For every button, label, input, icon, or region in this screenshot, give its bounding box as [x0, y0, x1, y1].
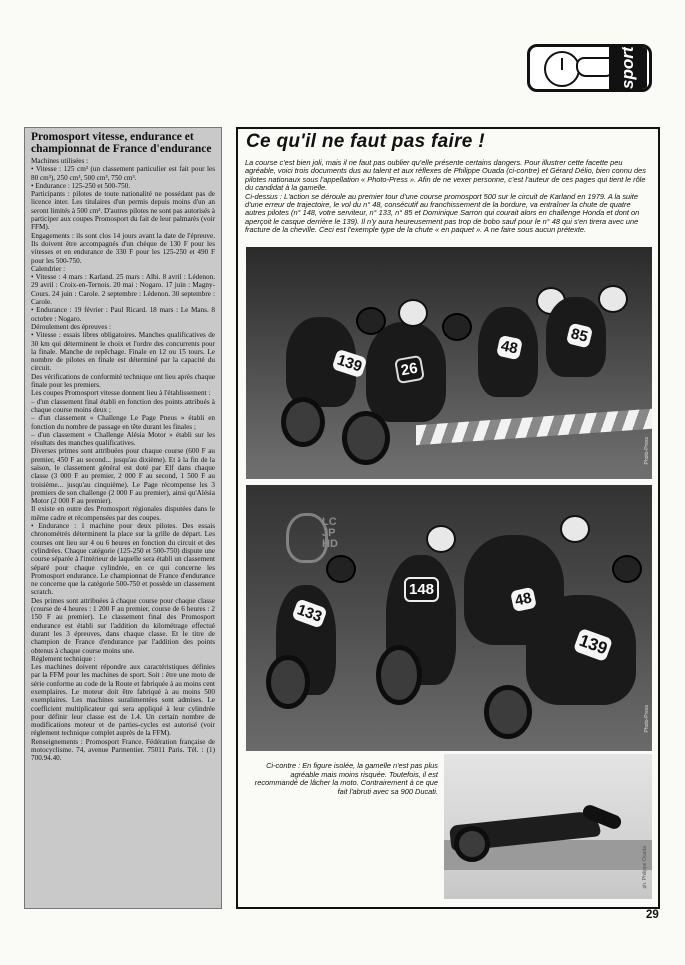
rider-helmet — [326, 555, 356, 583]
photo-credit: ph. Philippe Ouada — [642, 846, 648, 889]
intro-paragraph: La course c'est bien joli, mais il ne faut pas oublier qu'elle présente certains dangers. Pour illustrer cette facette peu agréable, voici trois documents dus au talent et aux réflexes de Philippe Ouada (ci-contre) et Gérard Délio, bien connu des pilotes nationaux sous l'appellation « Photo-Press ». Afin de ne vexer personne, c'est l'auteur de ces pages qui tient le rôle du candidat à la gamelle. — [245, 158, 646, 193]
rider-helmet — [612, 555, 642, 583]
motorbike-wheel — [484, 685, 532, 739]
race-number: 139 — [332, 349, 368, 379]
rider-helmet — [442, 313, 472, 341]
intro-paragraph: Ci-dessus : L'action se déroule au premier tour d'une course promosport 500 sur le circuit de Karland en 1979. A la suite d'une erreur de trajectoire, le vol du n° 48, consécutif au franchissement de la bordure, va entraîner la chute de quatre autres pilotes (n° 148, votre serviteur, n° 133, n° 85 et Dominique Sarron qui courait alors en challenge Honda et dont on aperçoit le casque derrière le 139). Il n'y aura heureusement pas trop de bobo sauf pour le n° 48 qui s'en tirera avec une fracture de la cheville. Ceci est l'exemple type de la chute « en paquet ». A ne faire sous aucun prétexte. — [245, 191, 640, 235]
motorbike-wheel — [342, 411, 390, 465]
promosport-sidebar — [24, 127, 222, 909]
sidebar-paragraph: • Vitesse : 4 mars : Karland. 25 mars : Albi. 8 avril : Lédenon. 29 avril : Croix-en-Ternois. 20 mai : Nogaro. 17 juin : Magny-Cours. 24 juin : Carole. 2 septembre : Lédenon. 30 septembre : Carole. — [31, 273, 215, 307]
page-number: 29 — [646, 909, 659, 921]
sidebar-title: Promosport vitesse, endurance et championnat de France d'endurance — [31, 131, 212, 155]
sidebar-paragraph: • Endurance : 1 machine pour deux pilotes. Des essais chronométrés déterminent la place sur la grille de départ. Les courses ont lieu sur 4 ou 6 heures en fonction du circuit et des cylindrées. Chaque catégorie (125-250 et 500-750) dispute une course séparée à l'intérieur de laquelle sera établi un classement séparé pour chaque cylindrée, en ce qui concerne les Promosport endurance. Le championnat de France d'endurance ne concerne que la catégorie 500-750 et possède un classement scratch. — [31, 522, 215, 597]
photo-credit: Photo-Press — [644, 437, 650, 465]
sidebar-paragraph: Des vérifications de conformité technique ont lieu après chaque finale pour les premiers. — [31, 372, 215, 390]
sidebar-body — [31, 157, 215, 763]
logo-word: sport — [609, 47, 647, 89]
sidebar-paragraph: Engagements : ils sont clos 14 jours avant la date de l'épreuve. Ils doivent être accompagnés d'un chèque de 130 F pour les vitesses et en endurance de 330 F pour les 125-250 et 490 F pour les 500-750. — [31, 231, 215, 265]
motorbike-wheel — [281, 397, 325, 447]
race-number: 48 — [510, 587, 537, 612]
photo-credit: Photo-Press — [644, 705, 650, 733]
article-box — [236, 127, 660, 909]
sidebar-paragraph: Déroulement des épreuves : — [31, 322, 112, 331]
sidebar-paragraph: • Endurance : 19 février : Paul Ricard. 18 mars : Le Mans. 8 octobre : Nogaro. — [31, 306, 215, 323]
sidebar-paragraph: Diverses primes sont attribuées pour chaque course (600 F au premier, 450 F au second... jusqu'au dixième). Et à la fin de la saison, le classement général est doté par Elf dans chaque classe (3 000 F au premier, 2 000 F au second, 1 500 F au troisième... jusqu'au cinquième). Le Page récompense les 3 premiers de son challenge (2 000 F au premier), ainsi qu'Alésia Motor (2 000 F au premier). — [31, 447, 215, 506]
race-number: 139 — [573, 628, 614, 662]
photo-caption: Ci-contre : En figure isolée, la gamelle n'est pas plus agréable mais moins risquée. Toutefois, il est recommandé de lâcher la moto. Contrairement à ce que fait l'abruti avec sa 900 Ducati. — [254, 761, 438, 796]
rider-helmet — [560, 515, 590, 543]
sidebar-paragraph: – d'un classement « Challenge Le Page Pneus » établi en fonction du nombre de passage en tête durant les finales ; — [31, 414, 215, 431]
race-photo-1 — [246, 247, 652, 479]
sidebar-paragraph: Calendrier : — [31, 264, 66, 273]
race-number: 133 — [291, 598, 327, 628]
rider-helmet — [426, 525, 456, 553]
sidebar-paragraph: Les coupes Promosport vitesse donnent lieu à l'établissement : — [31, 389, 211, 398]
race-photo-2 — [246, 485, 652, 751]
race-number: 85 — [566, 323, 593, 349]
sidebar-paragraph: Participants : pilotes de toute nationalité ne possédant pas de licence inter. Les titulaires d'un permis depuis moins d'un an seront limités à 500 cm³. D'autres pilotes ne sont pas autorisés à participer aux coupes Promosport du fait de leur palmarès (voir FFM). — [31, 190, 215, 232]
crash-photo — [444, 754, 652, 899]
rider-helmet — [598, 285, 628, 313]
sidebar-paragraph: • Endurance : 125-250 et 500-750. — [31, 181, 131, 190]
motorbike-wheel — [376, 645, 422, 705]
sidebar-paragraph: Des primes sont attribuées à chaque course pour chaque classe (course de 4 heures : 1 200 F au premier, course de 6 heures : 2 150 F au premier). Le classement final des Promosport endurance est établi sur l'addition du kilométrage effectué durant les 3 épreuves, dans chaque classe. Et le titre de champion de France d'endurance par l'addition des points obtenus à chaque course moins une. — [31, 596, 215, 655]
sidebar-paragraph: – d'un classement « Challenge Alésia Motor » établi sur les résultats des manches qualificatives. — [31, 430, 215, 448]
sidebar-paragraph: Renseignements : Promosport France. Fédération française de motocyclisme. 74, avenue Parmentier. 75011 Paris. Tél. : (1) 700.94.40. — [31, 737, 215, 763]
sidebar-paragraph: • Vitesse : essais libres obligatoires. Manches qualificatives de 30 km qui déterminent le choix et l'ordre des concurrents pour la finale. Manche de repêchage. Finale en 12 ou 15 tours. Le nombre de pilotes en finale est déterminé par la capacité du circuit. — [31, 331, 215, 373]
sidebar-paragraph: • Vitesse : 125 cm³ (un classement particulier est fait pour les 80 cm³), 250 cm³, 500 cm³, 750 cm³. — [31, 165, 215, 182]
sidebar-paragraph: Les machines doivent répondre aux caractéristiques définies par la FFM pour les machines de sport. Soit : être une moto de série conforme au code de la Route et fabriquée à au moins cent exemplaires. Le moteur doit être fabriqué à au moins 500 exemplaires. Les machines suralimentées sont admises. Le coefficient multiplicateur qui sera appliqué à leur cylindrée pour définir leur classe est de 1.4. Un certain nombre de modifications moteur et de parties-cycles est autorisé (voir réglement technique complet auprès de la FFM). — [31, 663, 216, 738]
sidebar-paragraph: Machines utilisées : — [31, 157, 89, 165]
sport-logo — [527, 44, 652, 92]
race-number: 26 — [394, 355, 425, 384]
sidebar-paragraph: Réglement technique : — [31, 654, 96, 663]
race-number: 148 — [404, 577, 439, 602]
watermark-text: LC JP HD — [322, 516, 338, 550]
article-intro — [245, 159, 653, 235]
sidebar-paragraph: – d'un classement final établi en fonction des points attribués à chaque course moins deux ; — [31, 397, 215, 414]
track-kerb — [416, 409, 652, 446]
motorbike-wheel — [266, 655, 310, 709]
motorbike-wheel — [454, 826, 490, 862]
stopwatch-icon — [544, 51, 580, 87]
rider-helmet — [398, 299, 428, 327]
race-number: 48 — [496, 335, 523, 360]
article-title: Ce qu'il ne faut pas faire ! — [246, 131, 485, 152]
sidebar-paragraph: Il existe en outre des Promosport régionales disputées dans le même cadre et récompensées par des coupes. — [31, 505, 215, 522]
